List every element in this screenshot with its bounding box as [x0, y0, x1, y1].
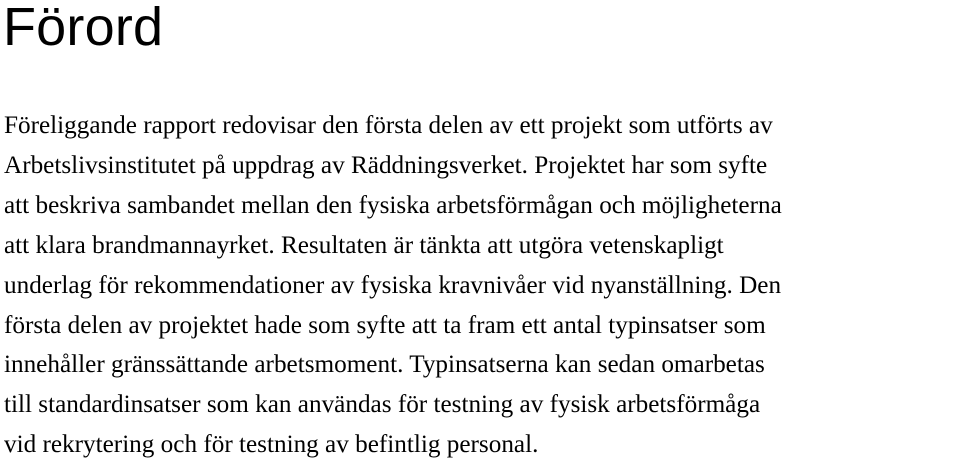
preface-paragraph: [4, 106, 960, 465]
paragraph-line-7: innehåller gränssättande arbetsmoment. Typinsatserna kan sedan omarbetas: [4, 351, 765, 379]
paragraph-line-5: underlag för rekommendationer av fysiska kravnivåer vid nyanställning. Den: [4, 271, 782, 299]
paragraph-line-1: Föreliggande rapport redovisar den första delen av ett projekt som utförts av: [4, 112, 773, 139]
paragraph-line-2: Arbetslivsinstitutet på uppdrag av Räddningsverket. Projektet har som syfte: [4, 151, 768, 179]
paragraph-line-3: att beskriva sambandet mellan den fysiska arbetsförmågan och möjligheterna: [4, 191, 782, 219]
paragraph-line-8: till standardinsatser som kan användas för testning av fysisk arbetsförmåga: [4, 391, 761, 419]
paragraph-line-9: vid rekrytering och för testning av befintlig personal.: [4, 431, 539, 459]
paragraph-line-6: första delen av projektet hade som syfte att ta fram ett antal typinsatser som: [4, 311, 766, 339]
paragraph-line-4: att klara brandmannayrket. Resultaten är tänkta att utgöra vetenskapligt: [4, 231, 724, 259]
page-title: Förord: [3, 0, 164, 57]
